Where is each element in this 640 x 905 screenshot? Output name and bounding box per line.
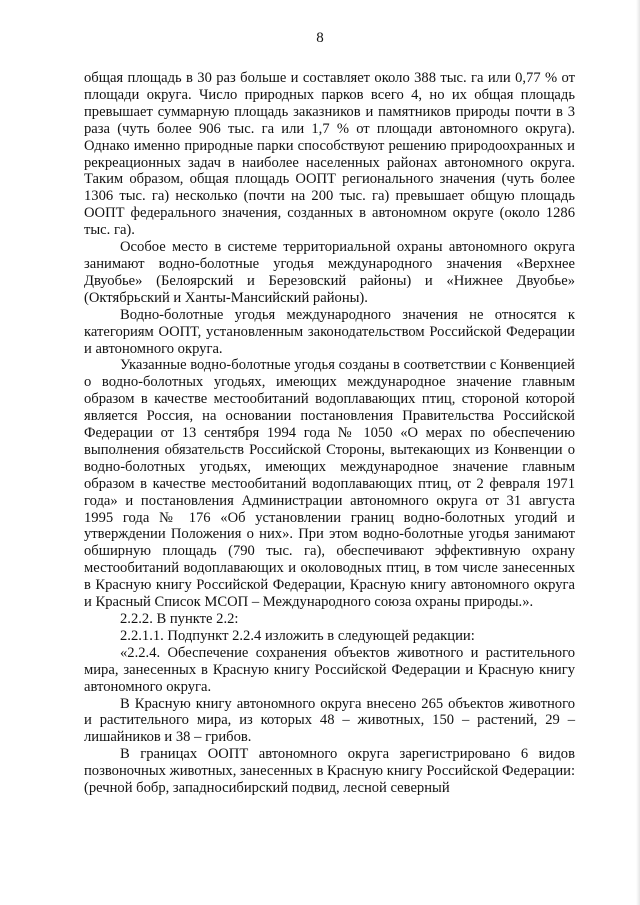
scan-edge — [636, 0, 640, 905]
paragraph-3: Водно-болотные угодья международного значения не относятся к категориям ООПТ, установленным законодательством Российской Федерации и автономного округа. — [84, 306, 575, 357]
paragraph-5: 2.2.2. В пункте 2.2: — [120, 611, 239, 627]
paragraph-8: В Красную книгу автономного округа внесено 265 объектов животного и растительного мира, из которых 48 – животных, 150 – растений, 29 – лишайников и 38 – грибов. — [84, 695, 575, 746]
paragraph-6: 2.2.1.1. Подпункт 2.2.4 изложить в следующей редакции: — [120, 627, 475, 644]
page-number: 8 — [316, 30, 324, 46]
paragraph-7: «2.2.4. Обеспечение сохранения объектов животного и растительного мира, занесенных в Красную книгу Российской Федерации и Красную книгу автономного округа. — [84, 644, 575, 695]
paragraph-4: Указанные водно-болотные угодья созданы в соответствии с Конвенцией о водно-болотных угодьях, имеющих международное значение главным образом в качестве местообитаний водоплавающих птиц, стороной которой является Россия, на основании постановления Правительства Российской Федерации от 13 сентября 1994 года № 1050 «О мерах по обеспечению выполнения обязательств Российской Стороны, вытекающих из Конвенции о водно-болотных угодьях, имеющих международное значение главным образом в качестве местообитаний водоплавающих птиц, от 2 февраля 1971 года» и постановления Администрации автономного округа от 31 августа 1995 года № 176 «Об установлении границ водно-болотных угодий и утверждении Положения о них». При этом водно-болотные угодья занимают обширную площадь (790 тыс. га), обеспечивают эффективную охрану местообитаний водоплавающих и околоводных птиц, в том числе занесенных в Красную книгу Российской Федерации, Красную книгу автономного округа и Красный Список МСОП – Международного союза охраны природы.». — [84, 357, 575, 611]
paragraph-1: общая площадь в 30 раз больше и составляет около 388 тыс. га или 0,77 % от площади округа. Число природных парков всего 4, но их общая площадь превышает суммарную площадь заказников и памятников природы почти в 3 раза (чуть более 906 тыс. га или 1,7 % от площади автономного округа). Однако именно природные парки способствуют решению природоохранных и рекреационных задач в наиболее населенных районах автономного округа. Таким образом, общая площадь ООПТ регионального значения (чуть более 1306 тыс. га) несколько (почти на 200 тыс. га) превышает общую площадь ООПТ федерального значения, созданных в автономном округе (около 1286 тыс. га). — [84, 70, 575, 239]
paragraph-2: Особое место в системе территориальной охраны автономного округа занимают водно-болотные угодья международного значения «Верхнее Двуобье» (Белоярский и Березовский районы) и «Нижнее Двуобье» (Октябрьский и Ханты-Мансийский районы). — [84, 239, 575, 306]
paragraph-9: В границах ООПТ автономного округа зарегистрировано 6 видов позвоночных животных, занесенных в Красную книгу Российской Федерации: (речной бобр, западносибирский подвид, лесной северный — [84, 746, 575, 797]
body-text — [84, 70, 575, 797]
